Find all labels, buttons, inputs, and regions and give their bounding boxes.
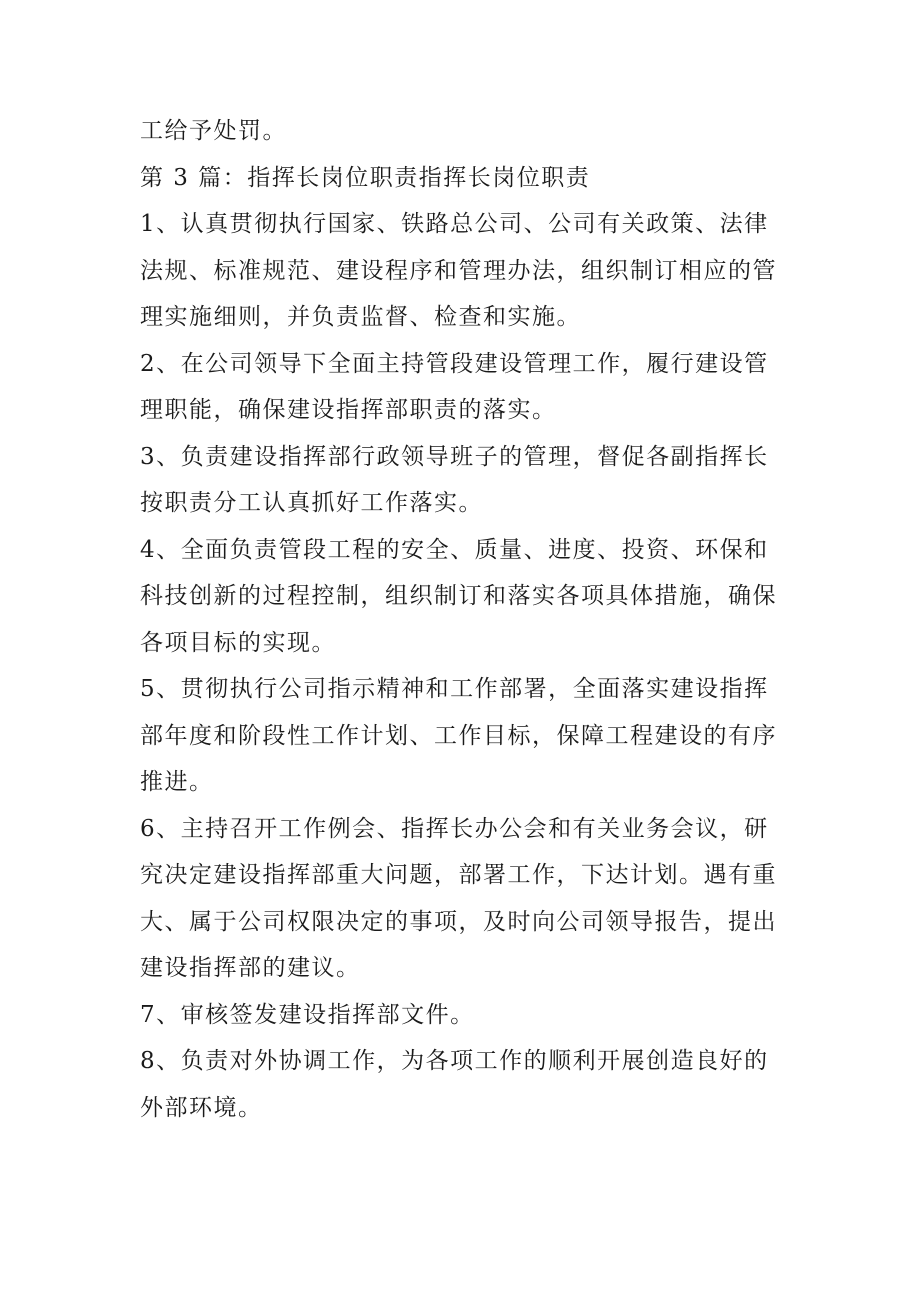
text-line: 理实施细则，并负责监督、检查和实施。 — [140, 304, 581, 330]
text-line: 7、审核签发建设指挥部文件。 — [140, 1001, 475, 1028]
text-line: 理职能，确保建设指挥部职责的落实。 — [140, 397, 557, 423]
text-line: 部年度和阶段性工作计划、工作目标，保障工程建设的有序 — [140, 722, 777, 749]
text-line: 推进。 — [140, 769, 214, 795]
text-line: 工给予处罚。 — [140, 118, 287, 144]
text-line: 8、负责对外协调工作，为各项工作的顺利开展创造良好的 — [140, 1048, 769, 1074]
text-line: 各项目标的实现。 — [140, 629, 336, 656]
text-line: 6、主持召开工作例会、指挥长办公会和有关业务会议，研 — [140, 815, 769, 842]
text-line: 1、认真贯彻执行国家、铁路总公司、公司有关政策、法律 — [140, 211, 769, 237]
text-line: 5、贯彻执行公司指示精神和工作部署，全面落实建设指挥 — [140, 676, 769, 702]
text-line: 按职责分工认真抓好工作落实。 — [140, 490, 483, 516]
section-heading: 第 3 篇：指挥长岗位职责指挥长岗位职责 — [140, 164, 591, 191]
text-line: 建设指挥部的建议。 — [140, 955, 361, 981]
text-line: 3、负责建设指挥部行政领导班子的管理，督促各副指挥长 — [140, 443, 769, 470]
document-body — [140, 108, 780, 1131]
text-line: 2、在公司领导下全面主持管段建设管理工作，履行建设管 — [140, 350, 769, 377]
text-line: 大、属于公司权限决定的事项，及时向公司领导报告，提出 — [140, 908, 777, 935]
text-line: 4、全面负责管段工程的安全、质量、进度、投资、环保和 — [140, 536, 769, 563]
text-line: 究决定建设指挥部重大问题，部署工作，下达计划。遇有重 — [140, 862, 777, 888]
text-line: 法规、标准规范、建设程序和管理办法，组织制订相应的管 — [140, 257, 777, 284]
text-line: 外部环境。 — [140, 1094, 263, 1121]
text-line: 科技创新的过程控制，组织制订和落实各项具体措施，确保 — [140, 583, 777, 609]
